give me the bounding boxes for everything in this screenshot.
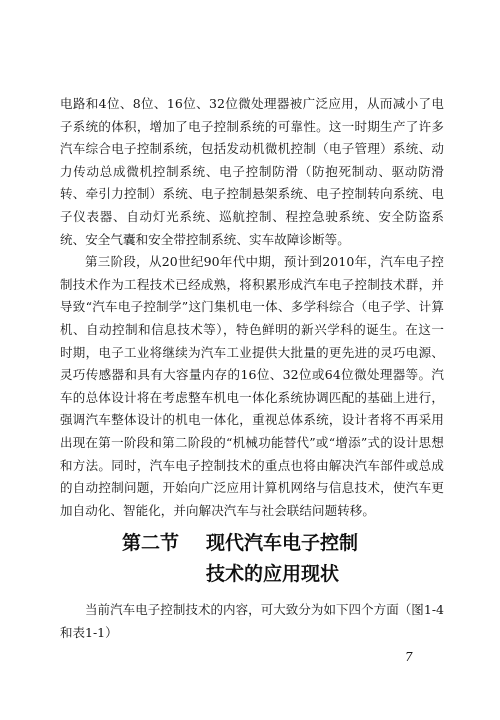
section-title-part-1: 现代汽车电子控制 [206,532,359,554]
page-number: 7 [405,650,413,664]
section-number: 第二节 [122,532,180,554]
paragraph-1: 电路和4位、8位、16位、32位微处理器被广泛应用，从而减小了电子系统的体积，增加了电子控制系统的可靠性。这一时期生产了许多汽车综合电子控制系统，包括发动机微机控制（电子管理）系统、动力传动总成微机控制系统、电子控制防滑（防抱死制动、驱动防滑转、牵引力控制）系统、电子控制悬架系统、电子控制转向系统、电子仪表器、自动灯光系统、巡航控制、程控急驶系统、安全防盗系统、安全气囊和安全带控制系统、实车故障诊断等。 [60,96,444,247]
paragraph-2: 第三阶段，从20世纪90年代中期，预计到2010年，汽车电子控制技术作为工程技术已经成熟，将积累形成汽车电子控制技术群，并导致“汽车电子控制学”这门集机电一体、多学科综合（电子学、计算机、自动控制和信息技术等），特色鲜明的新兴学科的诞生。在这一时期，电子工业将继续为汽车工业提供大批量的更先进的灵巧电源、灵巧传感器和具有大容量内存的16位、32位或64位微处理器等。汽车的总体设计将在考虑整车机电一体化系统协调匹配的基础上进行，强调汽车整体设计的机电一体化，重视总体系统，设计者将不再采用出现在第一阶段和第二阶段的“机械功能替代”或“增添”式的设计思想和方法。同时，汽车电子控制技术的重点也将由解决汽车部件或总成的自动控制问题，开始向广泛应用计算机网络与信息技术，使汽车更加自动化、智能化，并向解决汽车与社会联结问题转移。 [60,254,444,518]
section-title-part-2: 技术的应用现状 [206,563,340,585]
body-text [60,93,444,522]
paragraph-3: 当前汽车电子控制技术的内容，可大致分为如下四个方面（图1-4和表1-1） [60,602,444,640]
